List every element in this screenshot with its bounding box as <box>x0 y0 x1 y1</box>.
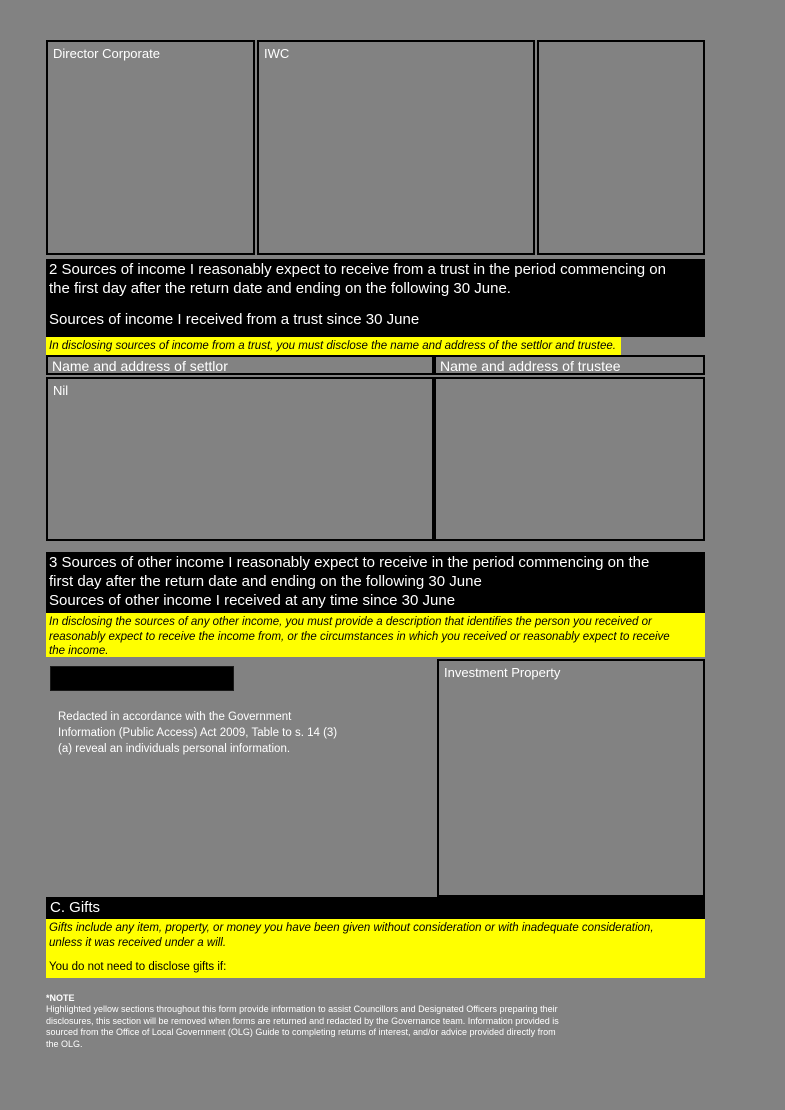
section2-heading-line2: the first day after the return date and ending on the following 30 June. <box>49 280 511 297</box>
trustee-value <box>436 379 703 383</box>
organisation-value: IWC <box>264 46 290 61</box>
section3-heading-line3: Sources of other income I received at any time since 30 June <box>49 592 456 609</box>
position-table <box>46 40 705 255</box>
gifts-note-line3: You do not need to disclose gifts if: <box>49 961 227 973</box>
section3-note-line1: In disclosing the sources of any other income, you must provide a description that identifies the person you received or <box>49 616 652 628</box>
section2-column-header-trustee: Name and address of trustee <box>434 355 705 375</box>
gifts-note <box>46 919 705 978</box>
table-cell-extra[interactable] <box>537 40 705 255</box>
section2-column-header-settlor: Name and address of settlor <box>46 355 434 375</box>
footer-note-line3: sourced from the Office of Local Government (OLG) Guide to completing returns of interest, and/or advice provided directly from <box>46 1027 556 1037</box>
section3-note-line3: the income. <box>49 645 109 657</box>
footer-note-line2: disclosures, this section will be removed when forms are returned and redacted by the Governance team. Information provided is <box>46 1015 559 1026</box>
position-value: Director Corporate <box>53 46 160 61</box>
redaction-bar <box>50 666 234 691</box>
section2-heading-line3: Sources of income I received from a trust since 30 June <box>49 311 420 328</box>
section2-note-row <box>46 337 705 355</box>
footer-note-line1: Highlighted yellow sections throughout this form provide information to assist Councillors and Designated Officers preparing their <box>46 1004 558 1014</box>
section3-cell-left[interactable] <box>46 659 437 897</box>
gifts-note-line2: unless it was received under a will. <box>49 936 227 949</box>
redaction-note-line2: Information (Public Access) Act 2009, Table to s. 14 (3) <box>58 727 338 739</box>
footer-note <box>46 993 746 1050</box>
section2-heading <box>46 259 705 337</box>
section2-cell-trustee[interactable] <box>434 377 705 541</box>
section2-cell-settlor[interactable] <box>46 377 434 541</box>
footer-note-title: *NOTE <box>46 993 75 1003</box>
section2-heading-line1: 2 Sources of income I reasonably expect to receive from a trust in the period commencing on <box>49 261 666 278</box>
redaction-note-line1: Redacted in accordance with the Government <box>58 711 292 723</box>
section2-note: In disclosing sources of income from a trust, you must disclose the name and address of the settlor and trustee. <box>46 337 621 355</box>
redaction-note <box>58 709 388 757</box>
section3-heading-line1: 3 Sources of other income I reasonably expect to receive in the period commencing on the <box>49 554 650 571</box>
section3-note-line2: reasonably expect to receive the income from, or the circumstances in which you received or reasonably expect to receive <box>49 630 670 643</box>
footer-note-line4: the OLG. <box>46 1038 83 1049</box>
redaction-note-line3: (a) reveal an individuals personal information. <box>58 743 291 755</box>
section3-heading-line2: first day after the return date and ending on the following 30 June <box>49 573 482 590</box>
settlor-value: Nil <box>53 383 69 398</box>
section3-heading <box>46 552 705 613</box>
gifts-note-spacer <box>49 950 701 960</box>
other-income-value: Investment Property <box>444 665 561 680</box>
section3-cell-right[interactable] <box>437 659 705 897</box>
gifts-heading: C. Gifts <box>46 897 705 919</box>
gifts-note-line1: Gifts include any item, property, or money you have been given without consideration or with inadequate consideration, <box>49 922 654 934</box>
section3-note <box>46 613 705 657</box>
extra-value <box>539 42 703 46</box>
table-cell-organisation[interactable] <box>257 40 535 255</box>
table-cell-position[interactable] <box>46 40 255 255</box>
